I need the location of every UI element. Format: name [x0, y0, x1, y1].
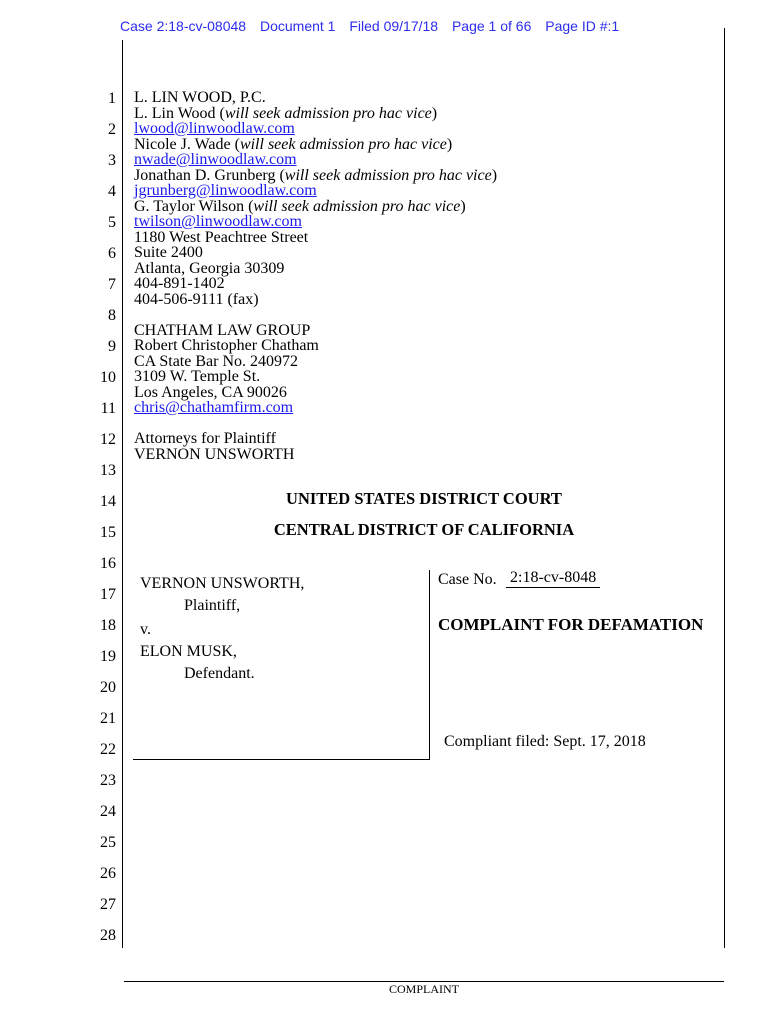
line-number: 24 — [100, 803, 116, 820]
case-header-stamp — [120, 18, 629, 34]
attorney-line: Jonathan D. Grunberg (will seek admission pro hac vice) — [134, 166, 498, 184]
court-name-line1: UNITED STATES DISTRICT COURT — [286, 489, 562, 508]
line-number: 6 — [108, 245, 116, 262]
line-number: 8 — [108, 307, 116, 324]
attorneys-for-label: Attorneys for Plaintiff — [134, 430, 276, 447]
plaintiff-name: VERNON UNSWORTH, — [140, 575, 305, 592]
attorney-email-link[interactable]: twilson@linwoodlaw.com — [134, 213, 302, 230]
line-number: 20 — [100, 679, 116, 696]
line-number: 22 — [100, 741, 116, 758]
address-line: 3109 W. Temple St. — [134, 368, 261, 385]
phone-line: 404-891-1402 — [134, 275, 225, 292]
header-document: Document 1 — [259, 18, 336, 34]
footer-label: COMPLAINT — [388, 982, 459, 996]
address-line: Suite 2400 — [134, 244, 203, 261]
line-number: 15 — [100, 524, 116, 541]
header-page-id: Page ID #:1 — [545, 18, 620, 34]
line-number: 26 — [100, 865, 116, 882]
case-number: 2:18-cv-8048 — [506, 570, 600, 588]
line-number: 10 — [100, 369, 116, 386]
client-name: VERNON UNSWORTH — [134, 445, 295, 463]
left-margin-rule — [122, 40, 123, 948]
filed-note: Compliant filed: Sept. 17, 2018 — [444, 733, 646, 750]
line-number: 27 — [100, 896, 116, 913]
attorney-email-link[interactable]: lwood@linwoodlaw.com — [134, 120, 295, 137]
defendant-name: ELON MUSK, — [140, 643, 237, 660]
line-number: 4 — [108, 183, 116, 200]
line-number: 17 — [100, 586, 116, 603]
line-number: 2 — [108, 121, 116, 138]
line-number: 5 — [108, 214, 116, 231]
address-line: 1180 West Peachtree Street — [134, 228, 309, 246]
versus: v. — [140, 621, 151, 638]
spacer — [134, 307, 497, 323]
document-title: COMPLAINT FOR DEFAMATION — [438, 615, 704, 634]
case-number-label: Case No. — [438, 571, 497, 588]
line-number: 9 — [108, 338, 116, 355]
bar-number: CA State Bar No. 240972 — [134, 352, 298, 370]
line-number: 7 — [108, 276, 116, 293]
header-filed: Filed 09/17/18 — [349, 18, 439, 34]
line-number: 16 — [100, 555, 116, 572]
line-number: 11 — [100, 400, 116, 417]
attorney-line: Nicole J. Wade (will seek admission pro hac vice) — [134, 135, 453, 153]
line-number: 1 — [108, 90, 116, 107]
spacer — [134, 416, 497, 432]
plaintiff-role: Plaintiff, — [184, 597, 241, 614]
line-number: 25 — [100, 834, 116, 851]
line-number: 13 — [100, 462, 116, 479]
line-number: 19 — [100, 648, 116, 665]
attorney-line: L. Lin Wood (will seek admission pro hac vice) — [134, 104, 438, 122]
address-line: Los Angeles, CA 90026 — [134, 383, 287, 401]
firm-name: L. LIN WOOD, P.C. — [134, 89, 266, 106]
attorney-block — [134, 90, 497, 462]
line-number: 21 — [100, 710, 116, 727]
caption-divider — [429, 570, 430, 760]
firm-name: CHATHAM LAW GROUP — [134, 321, 311, 339]
header-page: Page 1 of 66 — [451, 18, 532, 34]
court-name-line2: CENTRAL DISTRICT OF CALIFORNIA — [273, 520, 575, 539]
line-number: 12 — [100, 431, 116, 448]
header-case: Case 2:18-cv-08048 — [120, 18, 247, 34]
attorney-line: G. Taylor Wilson (will seek admission pro hac vice) — [134, 197, 466, 215]
line-number: 23 — [100, 772, 116, 789]
attorney-email-link[interactable]: nwade@linwoodlaw.com — [134, 151, 297, 168]
fax-line: 404-506-9111 (fax) — [134, 290, 259, 308]
line-number: 18 — [100, 617, 116, 634]
line-number: 14 — [100, 493, 116, 510]
address-line: Atlanta, Georgia 30309 — [134, 259, 285, 277]
right-margin-rule — [724, 28, 725, 948]
attorney-email-link[interactable]: chris@chathamfirm.com — [134, 399, 294, 416]
caption-bottom-rule — [133, 759, 430, 760]
line-number: 3 — [108, 152, 116, 169]
defendant-role: Defendant. — [184, 665, 255, 682]
line-number: 28 — [100, 927, 116, 944]
attorney-email-link[interactable]: jgrunberg@linwoodlaw.com — [134, 182, 317, 199]
attorney-line: Robert Christopher Chatham — [134, 337, 319, 354]
